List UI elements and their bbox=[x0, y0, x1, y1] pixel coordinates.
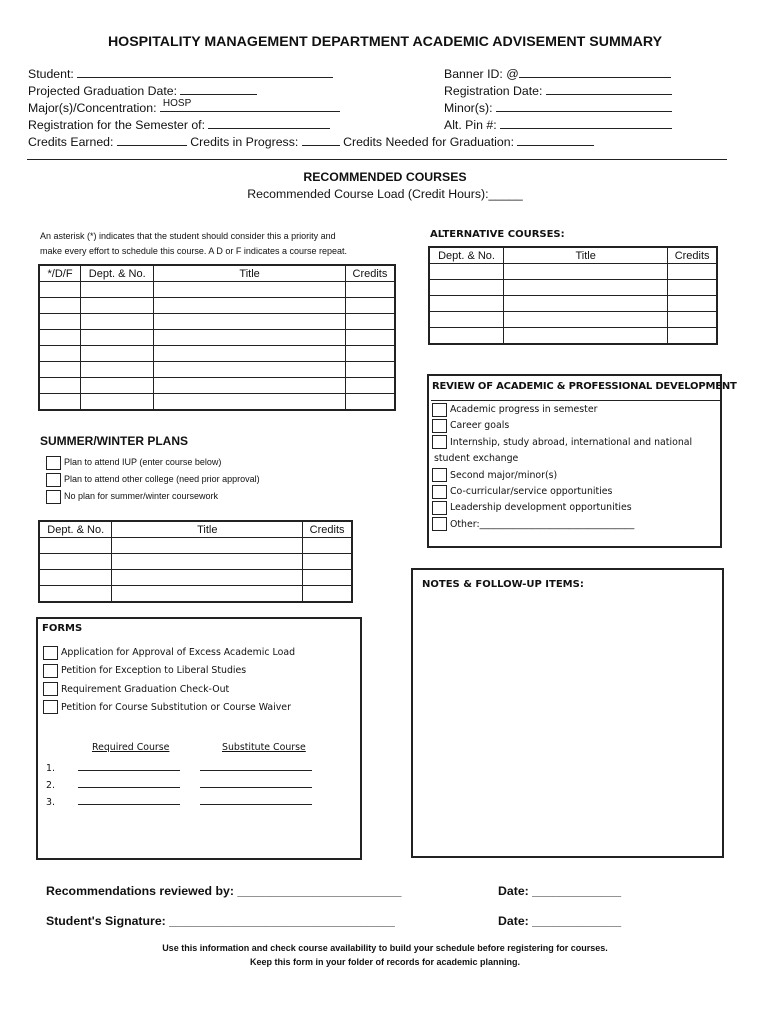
line-number: 1. bbox=[46, 763, 55, 774]
col-title: Title bbox=[154, 265, 346, 282]
checkbox[interactable] bbox=[43, 700, 58, 714]
substitution-line[interactable] bbox=[46, 760, 312, 777]
registration-semester-input[interactable] bbox=[208, 117, 330, 129]
table-row[interactable] bbox=[39, 378, 395, 394]
review-item[interactable] bbox=[432, 517, 692, 533]
recommended-heading: RECOMMENDED COURSES bbox=[303, 170, 467, 184]
credits-needed-label: Credits Needed for Graduation: bbox=[343, 135, 514, 149]
summer-option-label: Plan to attend other college (need prior approval) bbox=[64, 474, 260, 484]
summer-header-row bbox=[39, 521, 352, 538]
summer-option[interactable] bbox=[46, 471, 260, 488]
review-list bbox=[432, 402, 692, 533]
review-item-label: Career goals bbox=[450, 420, 510, 432]
table-row[interactable] bbox=[39, 554, 352, 570]
summer-col-title: Title bbox=[112, 521, 303, 538]
summer-options bbox=[46, 454, 260, 505]
summer-option[interactable] bbox=[46, 454, 260, 471]
recommended-header-row bbox=[39, 265, 395, 282]
alternative-header-row bbox=[429, 247, 717, 264]
registration-date-label: Registration Date: bbox=[444, 84, 543, 98]
forms-heading: FORMS bbox=[42, 623, 83, 634]
major-input[interactable] bbox=[160, 100, 340, 112]
review-item-label: Other:_________________________________ bbox=[450, 518, 635, 530]
summer-option-label: Plan to attend IUP (enter course below) bbox=[64, 457, 222, 467]
major-value: HOSP bbox=[162, 98, 192, 109]
alt-pin-label: Alt. Pin #: bbox=[444, 118, 497, 132]
checkbox[interactable] bbox=[43, 664, 58, 678]
banner-id-input[interactable] bbox=[519, 66, 671, 78]
review-item-continued: student exchange bbox=[434, 453, 519, 465]
col-dept: Dept. & No. bbox=[81, 265, 154, 282]
substitution-lines bbox=[46, 760, 312, 811]
banner-id-prefix: @ bbox=[506, 67, 519, 81]
minors-label: Minor(s): bbox=[444, 101, 493, 115]
notes-box[interactable] bbox=[411, 568, 724, 858]
table-row[interactable] bbox=[39, 586, 352, 603]
col-priority: */D/F bbox=[39, 265, 81, 282]
forms-list bbox=[43, 644, 295, 717]
review-item[interactable] bbox=[432, 402, 692, 418]
banner-id-label: Banner ID: bbox=[444, 67, 503, 81]
alt-col-title: Title bbox=[504, 247, 668, 264]
forms-item[interactable] bbox=[43, 699, 295, 717]
required-course-input[interactable] bbox=[78, 794, 180, 805]
table-row[interactable] bbox=[39, 346, 395, 362]
header-divider bbox=[27, 159, 727, 160]
minors-input[interactable] bbox=[496, 100, 672, 112]
date-field-1[interactable]: Date: _____________ bbox=[498, 884, 622, 898]
substitute-course-input[interactable] bbox=[200, 760, 312, 771]
substitute-course-input[interactable] bbox=[200, 794, 312, 805]
alt-col-dept: Dept. & No. bbox=[429, 247, 504, 264]
review-item-label: Internship, study abroad, international and national bbox=[450, 436, 693, 448]
banner-id-field[interactable] bbox=[444, 66, 672, 83]
review-item-label: Co-curricular/service opportunities bbox=[450, 486, 613, 498]
forms-item[interactable] bbox=[43, 662, 295, 680]
recommended-note-line2: make every effort to schedule this course. A D or F indicates a course repeat. bbox=[40, 246, 347, 256]
student-signature-field[interactable]: Student's Signature: _________________________________ bbox=[46, 914, 395, 928]
substitute-course-input[interactable] bbox=[200, 777, 312, 788]
summer-col-credits: Credits bbox=[303, 521, 352, 538]
required-course-label: Required Course bbox=[92, 742, 170, 753]
table-row[interactable] bbox=[429, 280, 717, 296]
forms-item-label: Petition for Exception to Liberal Studies bbox=[61, 665, 247, 677]
projected-grad-label: Projected Graduation Date: bbox=[28, 84, 178, 98]
checkbox[interactable] bbox=[432, 403, 447, 417]
substitution-line[interactable] bbox=[46, 777, 312, 794]
forms-item-label: Application for Approval of Excess Academic Load bbox=[61, 647, 296, 658]
major-label: Major(s)/Concentration: bbox=[28, 101, 157, 115]
credits-row bbox=[28, 134, 594, 151]
checkbox[interactable] bbox=[432, 468, 447, 482]
table-row[interactable] bbox=[39, 282, 395, 298]
alt-col-credits: Credits bbox=[668, 247, 717, 264]
credits-progress-label: Credits in Progress: bbox=[190, 135, 299, 149]
recommended-load[interactable]: Recommended Course Load (Credit Hours):_____ bbox=[247, 187, 523, 201]
review-item[interactable] bbox=[432, 500, 692, 516]
table-row[interactable] bbox=[39, 298, 395, 314]
checkbox[interactable] bbox=[46, 473, 61, 487]
page-title: HOSPITALITY MANAGEMENT DEPARTMENT ACADEMIC ADVISEMENT SUMMARY bbox=[107, 34, 663, 50]
student-input[interactable] bbox=[77, 66, 333, 78]
minors-field[interactable] bbox=[444, 100, 672, 117]
alternative-heading: ALTERNATIVE COURSES: bbox=[430, 229, 565, 240]
summer-heading: SUMMER/WINTER PLANS bbox=[40, 434, 188, 448]
table-row[interactable] bbox=[39, 394, 395, 411]
review-item[interactable] bbox=[432, 418, 692, 434]
checkbox[interactable] bbox=[46, 456, 61, 470]
checkbox[interactable] bbox=[432, 485, 447, 499]
footer-line1: Use this information and check course availability to build your schedule before registering for courses. bbox=[162, 943, 608, 953]
table-row[interactable] bbox=[39, 330, 395, 346]
review-item[interactable] bbox=[432, 435, 692, 451]
alt-pin-input[interactable] bbox=[500, 117, 672, 129]
registration-date-input[interactable] bbox=[546, 83, 672, 95]
notes-heading: NOTES & FOLLOW-UP ITEMS: bbox=[422, 579, 584, 590]
review-heading: REVIEW OF ACADEMIC & PROFESSIONAL DEVELOPMENT bbox=[432, 381, 737, 392]
table-row[interactable] bbox=[39, 362, 395, 378]
recommended-note-line1: An asterisk (*) indicates that the student should consider this a priority and bbox=[40, 231, 336, 241]
credits-earned-input[interactable] bbox=[117, 134, 187, 146]
forms-item-label: Requirement Graduation Check-Out bbox=[61, 683, 230, 695]
substitution-line[interactable] bbox=[46, 794, 312, 811]
checkbox[interactable] bbox=[432, 517, 447, 531]
credits-earned-label: Credits Earned: bbox=[28, 135, 114, 149]
summer-option[interactable] bbox=[46, 488, 260, 505]
credits-needed-input[interactable] bbox=[517, 134, 594, 146]
table-row[interactable] bbox=[39, 314, 395, 330]
student-label: Student: bbox=[28, 67, 74, 81]
summer-option-label: No plan for summer/winter coursework bbox=[64, 491, 219, 501]
review-item-label: Second major/minor(s) bbox=[450, 469, 558, 481]
table-row[interactable] bbox=[429, 264, 717, 280]
reviewed-by-field[interactable]: Recommendations reviewed by: ________________________ bbox=[46, 884, 402, 898]
required-course-input[interactable] bbox=[78, 760, 180, 771]
forms-item-label: Petition for Course Substitution or Course Waiver bbox=[61, 701, 291, 713]
review-item-label: Academic progress in semester bbox=[450, 404, 598, 415]
alternative-table bbox=[428, 246, 718, 345]
checkbox[interactable] bbox=[43, 646, 58, 660]
checkbox[interactable] bbox=[432, 501, 447, 515]
date-field-2[interactable]: Date: _____________ bbox=[498, 914, 622, 928]
summer-col-dept: Dept. & No. bbox=[39, 521, 112, 538]
checkbox[interactable] bbox=[46, 490, 61, 504]
table-row[interactable] bbox=[429, 312, 717, 328]
table-row[interactable] bbox=[429, 328, 717, 345]
forms-item[interactable] bbox=[43, 644, 295, 662]
substitute-course-label: Substitute Course bbox=[222, 742, 306, 753]
projected-grad-input[interactable] bbox=[180, 83, 257, 95]
checkbox[interactable] bbox=[432, 419, 447, 433]
table-row[interactable] bbox=[429, 296, 717, 312]
header-right bbox=[444, 66, 672, 134]
summer-table bbox=[38, 520, 353, 603]
table-row[interactable] bbox=[39, 570, 352, 586]
registration-semester-label: Registration for the Semester of: bbox=[28, 118, 206, 132]
checkbox[interactable] bbox=[43, 682, 58, 696]
table-row[interactable] bbox=[39, 538, 352, 554]
required-course-input[interactable] bbox=[78, 777, 180, 788]
col-credits: Credits bbox=[345, 265, 395, 282]
forms-item[interactable] bbox=[43, 681, 295, 699]
checkbox[interactable] bbox=[432, 435, 447, 449]
credits-progress-input[interactable] bbox=[302, 134, 340, 146]
registration-date-field[interactable] bbox=[444, 83, 672, 100]
recommended-table bbox=[38, 264, 396, 411]
line-number: 2. bbox=[46, 780, 55, 791]
line-number: 3. bbox=[46, 797, 55, 808]
review-item[interactable] bbox=[432, 468, 692, 484]
review-item[interactable] bbox=[432, 484, 692, 500]
review-item-label: Leadership development opportunities bbox=[450, 502, 632, 514]
footer-line2: Keep this form in your folder of records for academic planning. bbox=[249, 957, 521, 967]
alt-pin-field[interactable] bbox=[444, 117, 672, 134]
